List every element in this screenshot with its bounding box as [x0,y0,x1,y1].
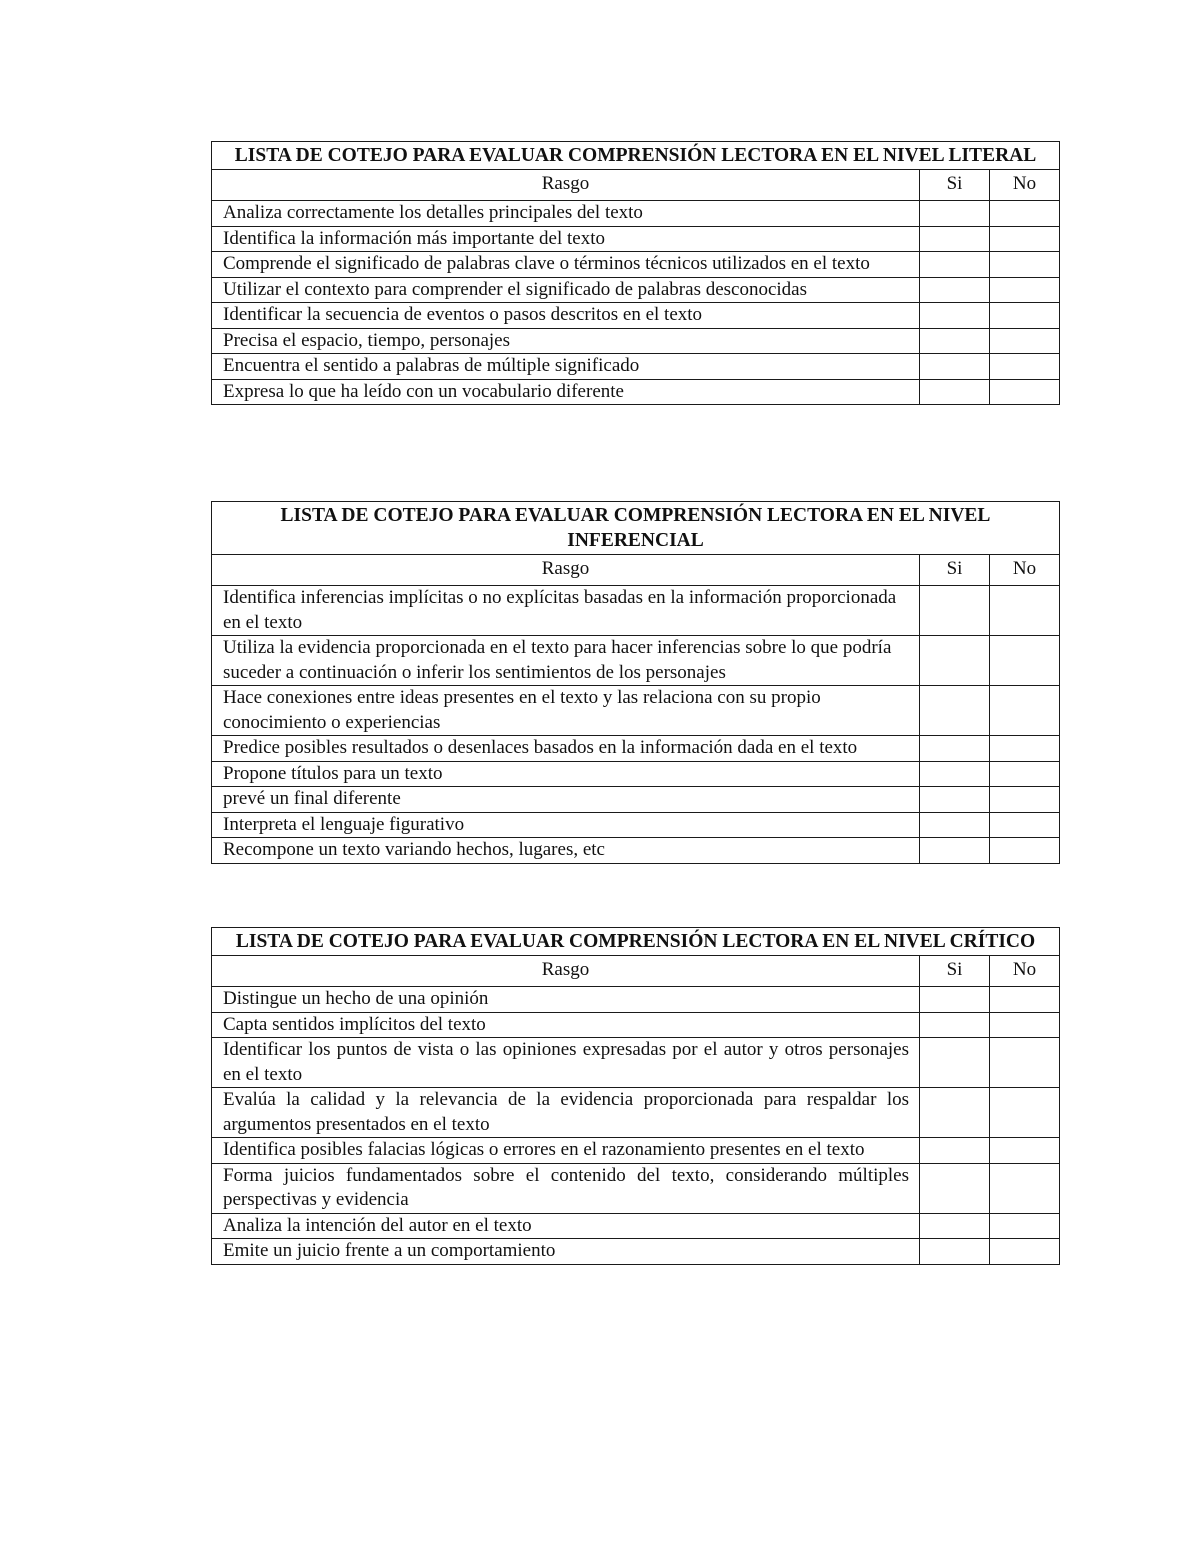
trait-cell: Utiliza la evidencia proporcionada en el texto para hacer inferencias sobre lo que podría suceder a continuación o inferir los sentimientos de los personajes [212,636,920,686]
trait-cell: Identifica la información más importante del texto [212,226,920,252]
table-row [212,987,1060,1013]
no-check-cell[interactable] [990,303,1060,329]
no-check-cell[interactable] [990,838,1060,864]
header-row [212,170,1060,201]
column-header-no: No [990,555,1060,586]
table-row [212,1138,1060,1164]
no-check-cell[interactable] [990,761,1060,787]
trait-cell: Utilizar el contexto para comprender el significado de palabras desconocidas [212,277,920,303]
no-check-cell[interactable] [990,1239,1060,1265]
yes-check-cell[interactable] [920,252,990,278]
table-row [212,812,1060,838]
no-check-cell[interactable] [990,1012,1060,1038]
table-title: LISTA DE COTEJO PARA EVALUAR COMPRENSIÓN LECTORA EN EL NIVEL LITERAL [212,142,1060,170]
table-row [212,1213,1060,1239]
column-header-yes: Si [920,555,990,586]
yes-check-cell[interactable] [920,354,990,380]
no-check-cell[interactable] [990,252,1060,278]
yes-check-cell[interactable] [920,812,990,838]
table-row [212,201,1060,227]
yes-check-cell[interactable] [920,838,990,864]
title-row [212,502,1060,555]
no-check-cell[interactable] [990,277,1060,303]
title-row [212,142,1060,170]
yes-check-cell[interactable] [920,226,990,252]
no-check-cell[interactable] [990,1213,1060,1239]
table-row [212,636,1060,686]
checklist-table-inferencial [211,501,1060,864]
table-row [212,252,1060,278]
yes-check-cell[interactable] [920,1138,990,1164]
yes-check-cell[interactable] [920,328,990,354]
table-row [212,379,1060,405]
table-row [212,736,1060,762]
column-header-trait: Rasgo [212,170,920,201]
table-row [212,328,1060,354]
no-check-cell[interactable] [990,686,1060,736]
table-row [212,1038,1060,1088]
trait-cell: Interpreta el lenguaje figurativo [212,812,920,838]
no-check-cell[interactable] [990,226,1060,252]
trait-cell: prevé un final diferente [212,787,920,813]
trait-cell: Recompone un texto variando hechos, lugares, etc [212,838,920,864]
yes-check-cell[interactable] [920,379,990,405]
trait-cell: Propone títulos para un texto [212,761,920,787]
yes-check-cell[interactable] [920,586,990,636]
trait-cell: Hace conexiones entre ideas presentes en el texto y las relaciona con su propio conocimiento o experiencias [212,686,920,736]
trait-cell: Identifica posibles falacias lógicas o errores en el razonamiento presentes en el texto [212,1138,920,1164]
table-row [212,838,1060,864]
yes-check-cell[interactable] [920,987,990,1013]
table-title: LISTA DE COTEJO PARA EVALUAR COMPRENSIÓN LECTORA EN EL NIVEL CRÍTICO [212,928,1060,956]
column-header-trait: Rasgo [212,555,920,586]
trait-cell: Identificar la secuencia de eventos o pasos descritos en el texto [212,303,920,329]
yes-check-cell[interactable] [920,1088,990,1138]
trait-cell: Distingue un hecho de una opinión [212,987,920,1013]
table-row [212,787,1060,813]
table-row [212,1163,1060,1213]
header-row [212,956,1060,987]
yes-check-cell[interactable] [920,686,990,736]
yes-check-cell[interactable] [920,1038,990,1088]
trait-cell: Analiza la intención del autor en el texto [212,1213,920,1239]
no-check-cell[interactable] [990,636,1060,686]
trait-cell: Analiza correctamente los detalles principales del texto [212,201,920,227]
yes-check-cell[interactable] [920,201,990,227]
yes-check-cell[interactable] [920,1163,990,1213]
header-row [212,555,1060,586]
checklist-table-literal [211,141,1060,405]
no-check-cell[interactable] [990,1138,1060,1164]
yes-check-cell[interactable] [920,1213,990,1239]
yes-check-cell[interactable] [920,636,990,686]
column-header-no: No [990,170,1060,201]
trait-cell: Expresa lo que ha leído con un vocabulario diferente [212,379,920,405]
trait-cell: Capta sentidos implícitos del texto [212,1012,920,1038]
no-check-cell[interactable] [990,1088,1060,1138]
no-check-cell[interactable] [990,1163,1060,1213]
yes-check-cell[interactable] [920,787,990,813]
no-check-cell[interactable] [990,812,1060,838]
no-check-cell[interactable] [990,354,1060,380]
table-row [212,303,1060,329]
table-row [212,354,1060,380]
checklist-table-critico [211,927,1060,1265]
title-row [212,928,1060,956]
yes-check-cell[interactable] [920,303,990,329]
column-header-yes: Si [920,956,990,987]
no-check-cell[interactable] [990,1038,1060,1088]
column-header-no: No [990,956,1060,987]
trait-cell: Predice posibles resultados o desenlaces basados en la información dada en el texto [212,736,920,762]
table-row [212,586,1060,636]
trait-cell: Precisa el espacio, tiempo, personajes [212,328,920,354]
trait-cell: Evalúa la calidad y la relevancia de la evidencia proporcionada para respaldar los argumentos presentados en el texto [212,1088,920,1138]
trait-cell: Forma juicios fundamentados sobre el contenido del texto, considerando múltiples perspectivas y evidencia [212,1163,920,1213]
no-check-cell[interactable] [990,787,1060,813]
yes-check-cell[interactable] [920,736,990,762]
no-check-cell[interactable] [990,987,1060,1013]
yes-check-cell[interactable] [920,1012,990,1038]
yes-check-cell[interactable] [920,1239,990,1265]
no-check-cell[interactable] [990,379,1060,405]
trait-cell: Identifica inferencias implícitas o no explícitas basadas en la información proporcionada en el texto [212,586,920,636]
column-header-yes: Si [920,170,990,201]
yes-check-cell[interactable] [920,761,990,787]
trait-cell: Emite un juicio frente a un comportamiento [212,1239,920,1265]
table-row [212,277,1060,303]
table-row [212,1088,1060,1138]
table-row [212,226,1060,252]
no-check-cell[interactable] [990,736,1060,762]
trait-cell: Identificar los puntos de vista o las opiniones expresadas por el autor y otros personajes en el texto [212,1038,920,1088]
no-check-cell[interactable] [990,586,1060,636]
table-row [212,761,1060,787]
table-row [212,1012,1060,1038]
trait-cell: Encuentra el sentido a palabras de múltiple significado [212,354,920,380]
column-header-trait: Rasgo [212,956,920,987]
no-check-cell[interactable] [990,328,1060,354]
table-title: LISTA DE COTEJO PARA EVALUAR COMPRENSIÓN LECTORA EN EL NIVEL INFERENCIAL [212,502,1060,555]
table-row [212,1239,1060,1265]
no-check-cell[interactable] [990,201,1060,227]
table-row [212,686,1060,736]
yes-check-cell[interactable] [920,277,990,303]
trait-cell: Comprende el significado de palabras clave o términos técnicos utilizados en el texto [212,252,920,278]
